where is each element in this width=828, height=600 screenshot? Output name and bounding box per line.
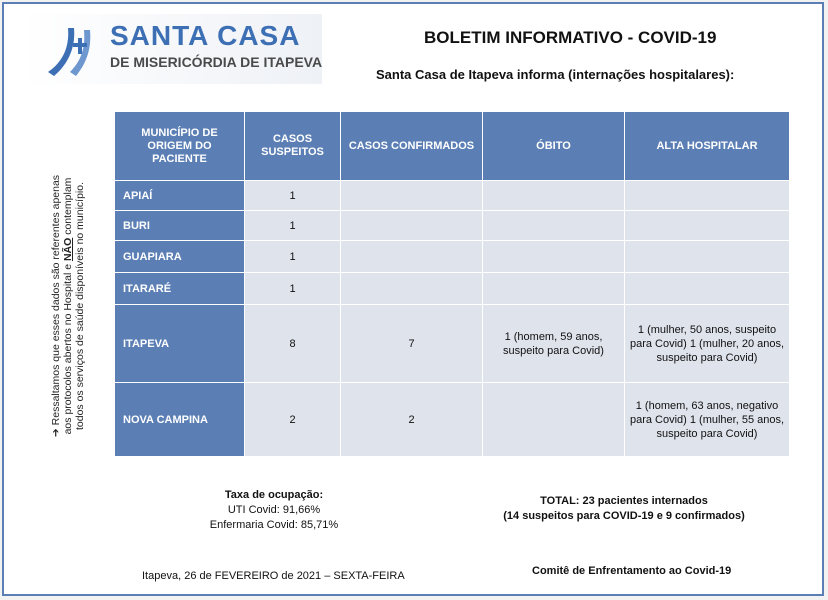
disclaimer-part1: Ressaltamos que esses dados são referentes apenas aos protocolos abertos no Hospital e — [50, 174, 74, 435]
disclaimer-note — [50, 166, 86, 446]
suspeitos-cell: 1 — [245, 181, 341, 211]
total-line2: (14 suspeitos para COVID-19 e 9 confirmados) — [503, 510, 745, 522]
table-header-row — [115, 112, 790, 181]
obito-cell — [483, 211, 625, 241]
municipio-cell: NOVA CAMPINA — [115, 383, 245, 457]
municipio-cell: ITARARÉ — [115, 273, 245, 305]
confirmados-cell — [341, 211, 483, 241]
suspeitos-cell: 1 — [245, 241, 341, 273]
alta-cell — [625, 241, 790, 273]
alta-cell — [625, 181, 790, 211]
hospitalization-table — [114, 111, 790, 457]
footer-date: Itapeva, 26 de FEVEREIRO de 2021 – SEXTA-FEIRA — [142, 570, 405, 582]
alta-cell — [625, 273, 790, 305]
suspeitos-cell: 1 — [245, 211, 341, 241]
table-row — [115, 273, 790, 305]
table-row — [115, 241, 790, 273]
obito-cell — [483, 273, 625, 305]
santa-casa-logo — [22, 14, 322, 84]
table-row — [115, 211, 790, 241]
confirmados-cell: 7 — [341, 305, 483, 383]
occupancy-rate — [184, 488, 364, 533]
bulletin-page — [2, 2, 824, 596]
header-obito: ÓBITO — [483, 112, 625, 181]
table-row — [115, 383, 790, 457]
disclaimer-part2: contemplam todos os serviços de saúde disponíveis no município. — [62, 177, 86, 431]
confirmados-cell — [341, 181, 483, 211]
header-suspeitos: CASOS SUSPEITOS — [245, 112, 341, 181]
header-municipio: MUNICÍPIO DE ORIGEM DO PACIENTE — [115, 112, 245, 181]
alta-cell: 1 (homem, 63 anos, negativo para Covid) 1 (mulher, 55 anos, suspeito para Covid) — [625, 383, 790, 457]
suspeitos-cell: 1 — [245, 273, 341, 305]
suspeitos-cell: 8 — [245, 305, 341, 383]
obito-cell — [483, 383, 625, 457]
total-line1: TOTAL: 23 pacientes internados — [540, 495, 708, 507]
alta-cell — [625, 211, 790, 241]
logo-subtitle: DE MISERICÓRDIA DE ITAPEVA — [110, 54, 323, 70]
obito-cell — [483, 181, 625, 211]
occupancy-enfermaria: Enfermaria Covid: 85,71% — [209, 519, 339, 531]
confirmados-cell: 2 — [341, 383, 483, 457]
footer-committee: Comitê de Enfrentamento ao Covid-19 — [532, 565, 732, 577]
bulletin-subtitle: Santa Casa de Itapeva informa (internações hospitalares): — [376, 67, 735, 82]
header-confirmados: CASOS CONFIRMADOS — [341, 112, 483, 181]
arrow-icon: ➔ — [50, 428, 62, 438]
alta-cell: 1 (mulher, 50 anos, suspeito para Covid) 1 (mulher, 20 anos, suspeito para Covid) — [625, 305, 790, 383]
logo-title: SANTA CASA — [110, 20, 301, 51]
obito-cell: 1 (homem, 59 anos, suspeito para Covid) — [483, 305, 625, 383]
confirmados-cell — [341, 273, 483, 305]
municipio-cell: APIAÍ — [115, 181, 245, 211]
table-row — [115, 305, 790, 383]
occupancy-uti: UTI Covid: 91,66% — [227, 504, 321, 516]
suspeitos-cell: 2 — [245, 383, 341, 457]
total-patients — [474, 494, 774, 524]
occupancy-title: Taxa de ocupação: — [224, 489, 324, 501]
municipio-cell: GUAPIARA — [115, 241, 245, 273]
confirmados-cell — [341, 241, 483, 273]
municipio-cell: ITAPEVA — [115, 305, 245, 383]
bulletin-title: BOLETIM INFORMATIVO - COVID-19 — [424, 28, 717, 47]
obito-cell — [483, 241, 625, 273]
table-row — [115, 181, 790, 211]
header-alta: ALTA HOSPITALAR — [625, 112, 790, 181]
santa-casa-logo-icon — [40, 20, 100, 80]
municipio-cell: BURI — [115, 211, 245, 241]
disclaimer-emphasis: NÃO — [62, 237, 74, 262]
